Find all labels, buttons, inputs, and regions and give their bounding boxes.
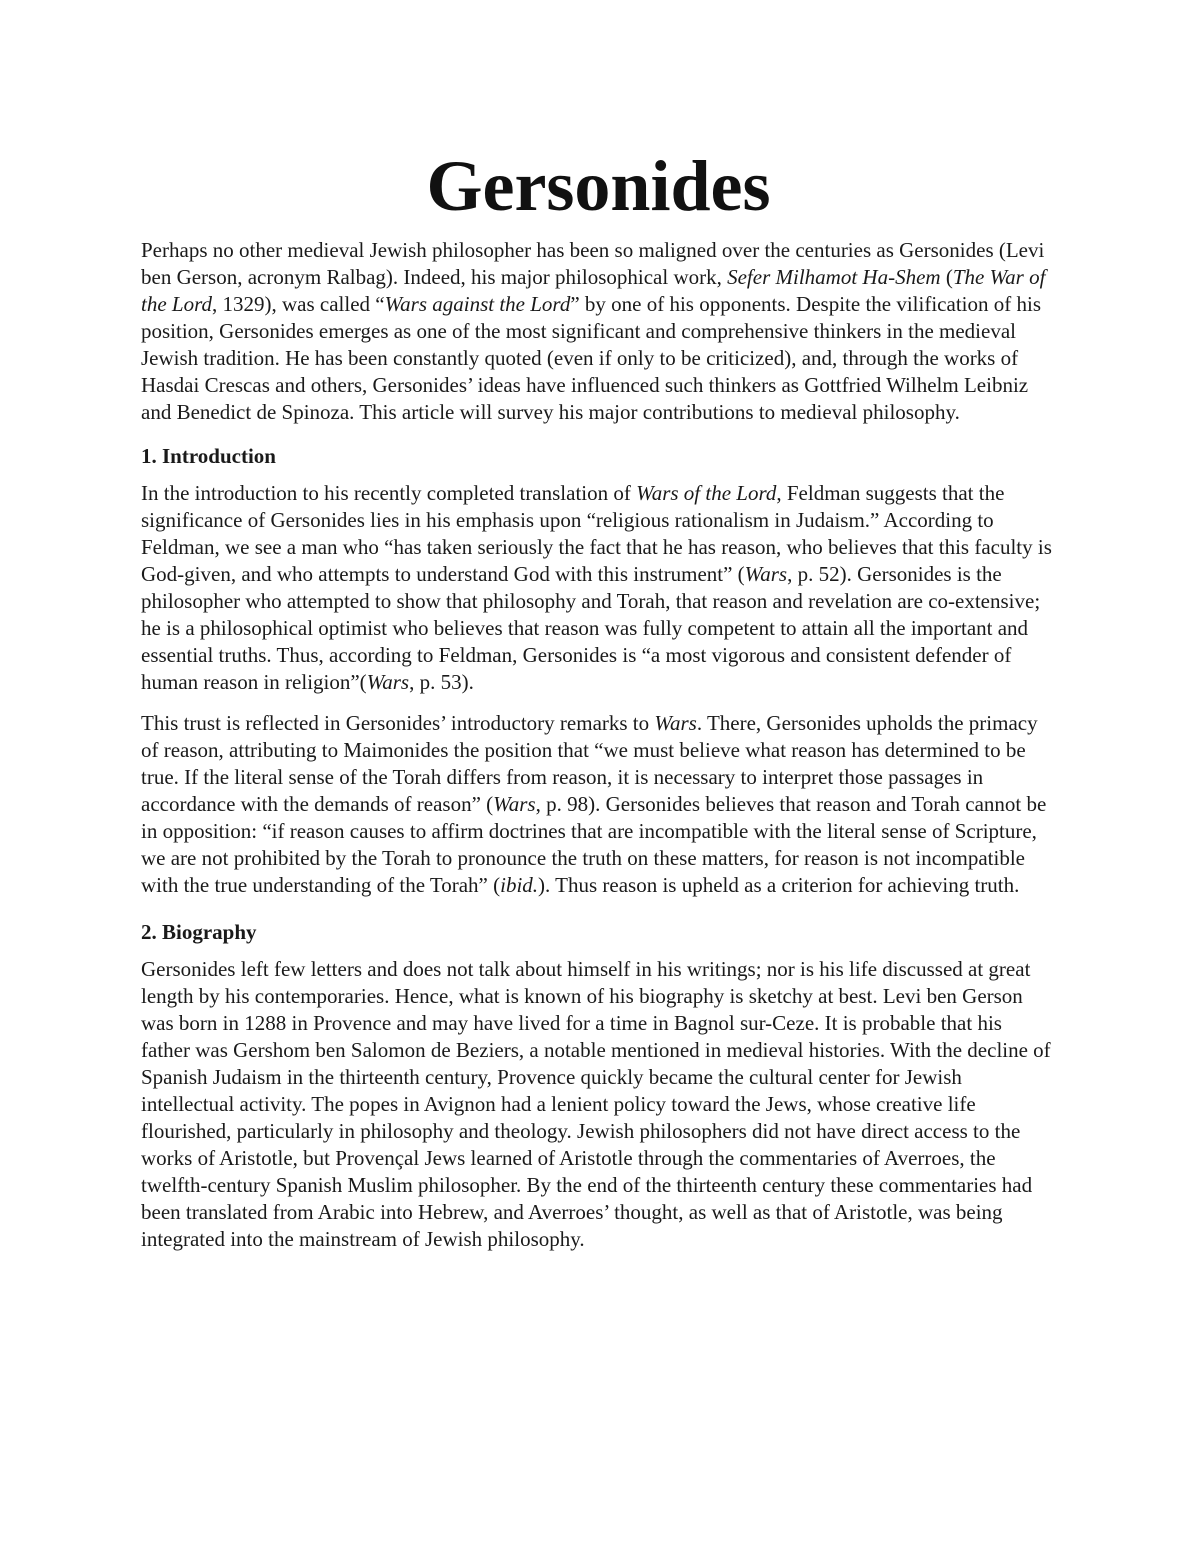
italic-text: Wars bbox=[744, 562, 788, 586]
italic-text: Wars against the Lord bbox=[384, 292, 571, 316]
italic-text: Wars bbox=[366, 670, 410, 694]
biography-paragraph-1: Gersonides left few letters and does not talk about himself in his writings; nor is his life discussed at great length by his contemporaries. Hence, what is known of his biography is sketchy at best. Levi ben Gerson was born in 1288 in Provence and may have lived for a time in Bagnol sur-Ceze. It is probable that his father was Gershom ben Salomon de Beziers, a notable mentioned in medieval histories. With the decline of Spanish Judaism in the thirteenth century, Provence quickly became the cultural center for Jewish intellectual activity. The popes in Avignon had a lenient policy toward the Jews, whose creative life flourished, particularly in philosophy and theology. Jewish philosophers did not have direct access to the works of Aristotle, but Provençal Jews learned of Aristotle through the commentaries of Averroes, the twelfth-century Spanish Muslim philosopher. By the end of the thirteenth century these commentaries had been translated from Arabic into Hebrew, and Averroes’ thought, as well as that of Aristotle, was being integrated into the mainstream of Jewish philosophy. bbox=[141, 957, 1051, 1251]
document-page bbox=[141, 146, 1056, 1267]
italic-text: Wars of the Lord bbox=[636, 481, 777, 505]
section-heading-biography: 2. Biography bbox=[141, 920, 257, 944]
intro-paragraph: Perhaps no other medieval Jewish philosopher has been so maligned over the centuries as Gersonides (Levi ben Gerson, acronym Ralbag). Indeed, his major philosophical work, Sefer Milhamot Ha-Shem (The War of the Lord, 1329), was called “Wars against the Lord” by one of his opponents. Despite the vilification of his position, Gersonides emerges as one of the most significant and comprehensive thinkers in the medieval Jewish tradition. He has been constantly quoted (even if only to be criticized), and, through the works of Hasdai Crescas and others, Gersonides’ ideas have influenced such thinkers as Gottfried Wilhelm Leibniz and Benedict de Spinoza. This article will survey his major contributions to medieval philosophy. bbox=[141, 238, 1046, 424]
document-title: Gersonides bbox=[426, 146, 771, 226]
italic-text: The War of the Lord bbox=[141, 265, 1046, 316]
italic-text: Wars bbox=[493, 792, 536, 816]
section-heading-introduction: 1. Introduction bbox=[141, 444, 276, 468]
italic-text: Wars bbox=[654, 711, 697, 735]
introduction-paragraph-2: This trust is reflected in Gersonides’ introductory remarks to Wars. There, Gersonides upholds the primacy of reason, attributing to Maimonides the position that “we must believe what reason has determined to be true. If the literal sense of the Torah differs from reason, it is necessary to interpret those passages in accordance with the demands of reason” (Wars, p. 98). Gersonides believes that reason and Torah cannot be in opposition: “if reason causes to affirm doctrines that are incompatible with the literal sense of Scripture, we are not prohibited by the Torah to pronounce the truth on these matters, for reason is not incompatible with the true understanding of the Torah” (ibid.). Thus reason is upheld as a criterion for achieving truth. bbox=[141, 711, 1047, 897]
introduction-paragraph-1: In the introduction to his recently completed translation of Wars of the Lord, Feldman suggests that the significance of Gersonides lies in his emphasis upon “religious rationalism in Judaism.” According to Feldman, we see a man who “has taken seriously the fact that he has reason, who believes that this faculty is God-given, and who attempts to understand God with this instrument” (Wars, p. 52). Gersonides is the philosopher who attempted to show that philosophy and Torah, that reason and revelation are co-extensive; he is a philosophical optimist who believes that reason was fully competent to attain all the important and essential truths. Thus, according to Feldman, Gersonides is “a most vigorous and consistent defender of human reason in religion”(Wars, p. 53). bbox=[141, 481, 1052, 694]
italic-text: ibid. bbox=[500, 873, 539, 897]
italic-text: Sefer Milhamot Ha-Shem bbox=[727, 265, 941, 289]
